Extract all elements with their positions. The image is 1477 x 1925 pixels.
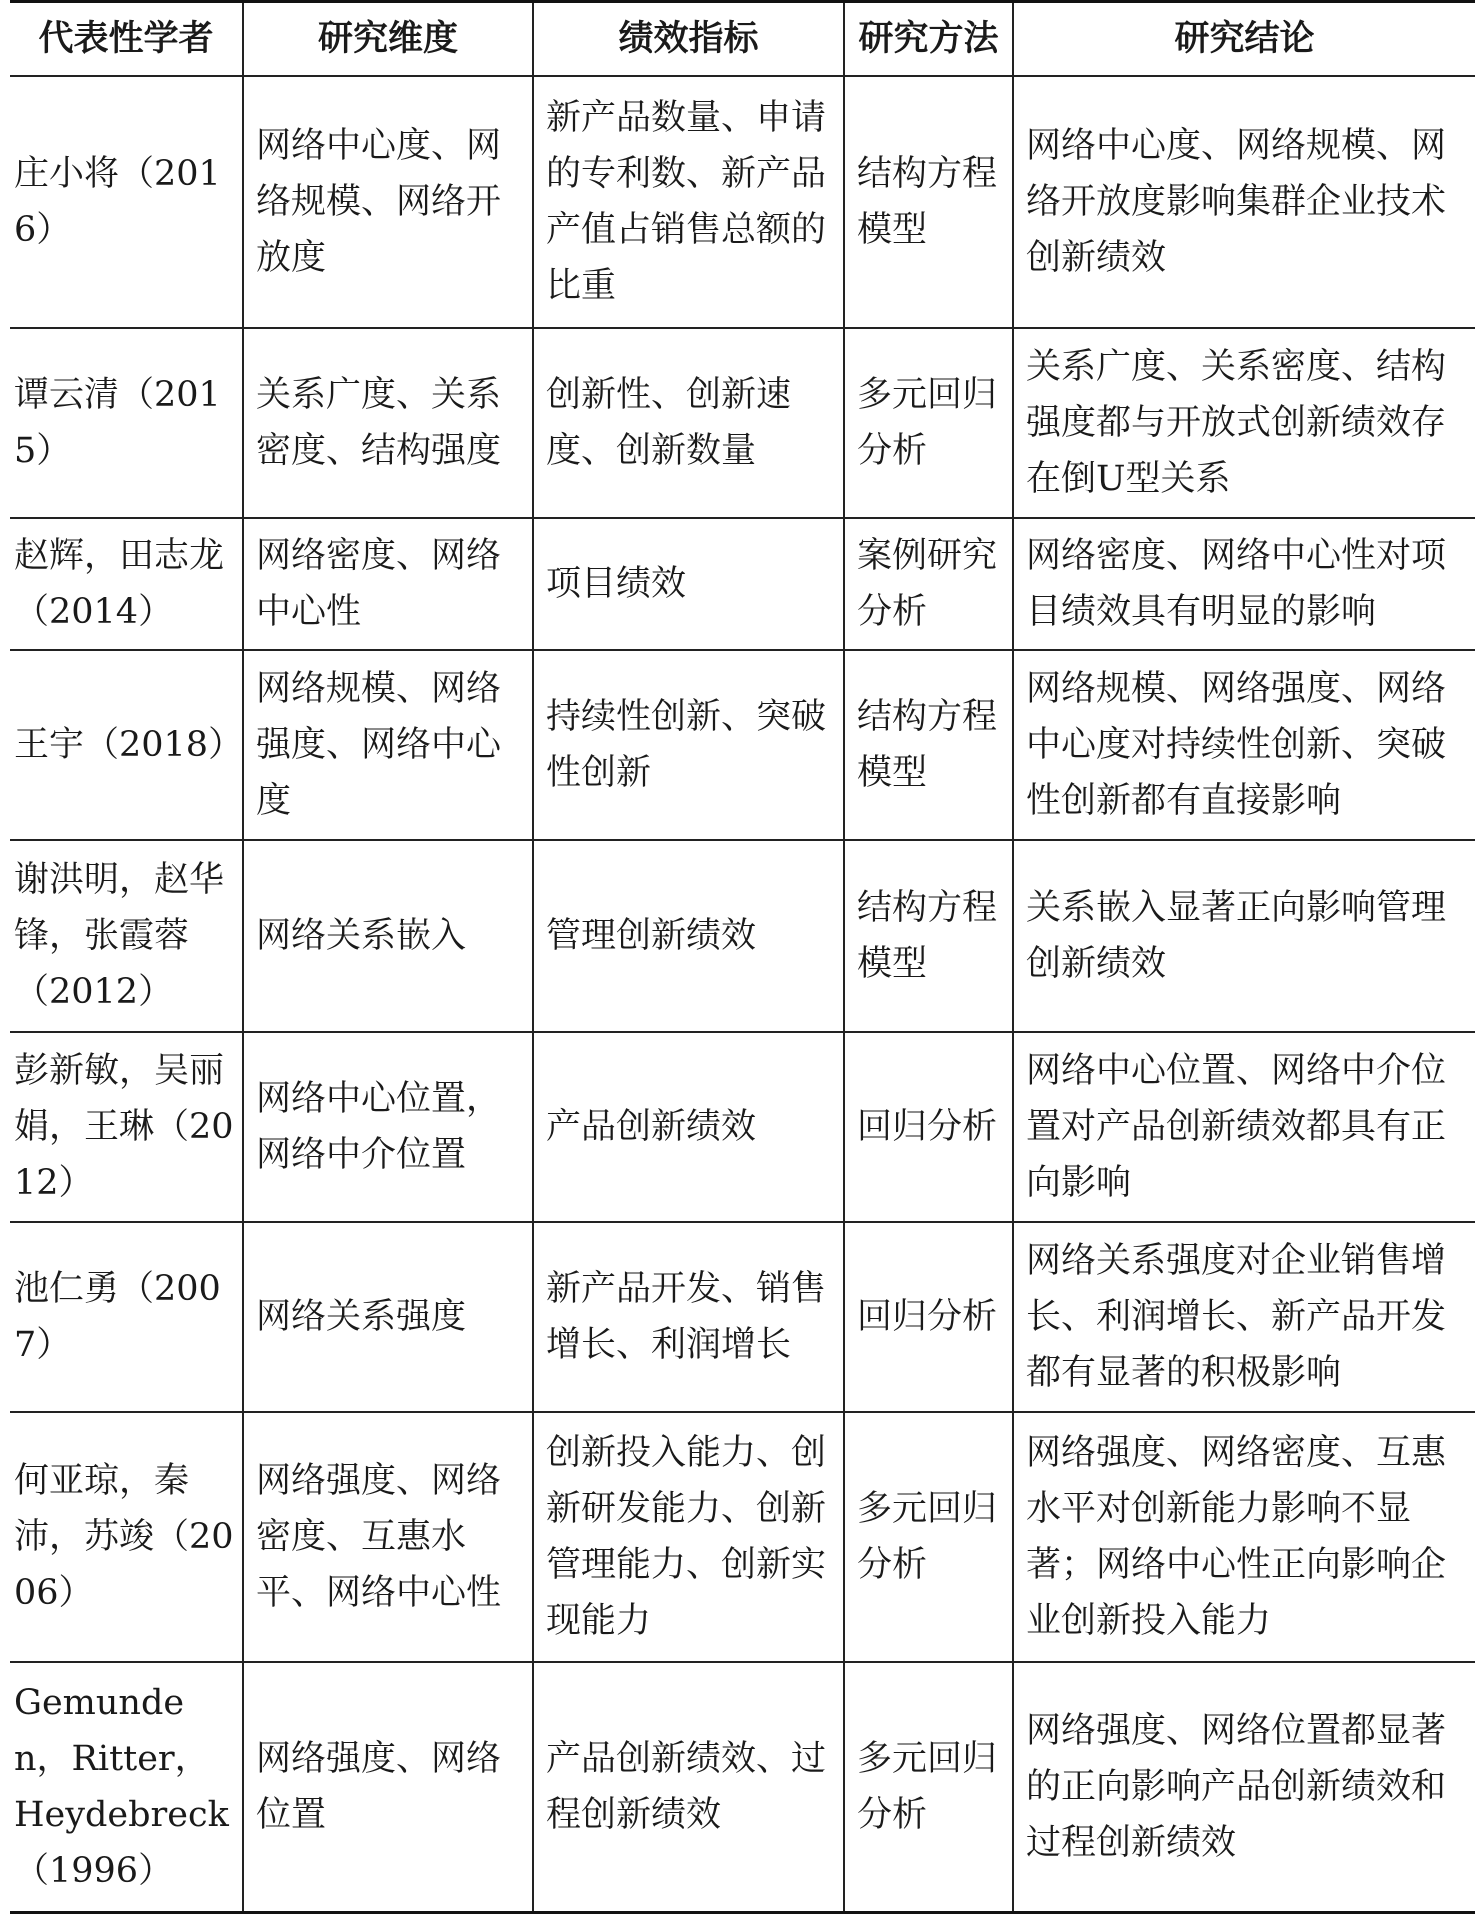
header-method: 研究方法 [844,2,1013,77]
header-indicator: 绩效指标 [533,2,844,77]
cell-conclusion: 关系嵌入显著正向影响管理创新绩效 [1013,840,1475,1032]
cell-scholar: 王宇（2018） [10,650,243,840]
cell-indicator: 新产品开发、销售增长、利润增长 [533,1222,844,1412]
table-row [10,1032,1475,1222]
cell-indicator: 产品创新绩效 [533,1032,844,1222]
cell-indicator: 创新性、创新速度、创新数量 [533,328,844,518]
cell-indicator: 创新投入能力、创新研发能力、创新管理能力、创新实现能力 [533,1412,844,1662]
cell-scholar: 何亚琼，秦沛，苏竣（2006） [10,1412,243,1662]
cell-method: 案例研究分析 [844,518,1013,650]
table-row [10,518,1475,650]
header-scholar: 代表性学者 [10,2,243,77]
table-header [10,2,1475,77]
cell-scholar: Gemunden，Ritter，Heydebreck（1996） [10,1662,243,1912]
cell-dimension: 网络中心位置，网络中介位置 [243,1032,533,1222]
header-dimension: 研究维度 [243,2,533,77]
cell-conclusion: 网络中心位置、网络中介位置对产品创新绩效都具有正向影响 [1013,1032,1475,1222]
cell-conclusion: 关系广度、关系密度、结构强度都与开放式创新绩效存在倒U型关系 [1013,328,1475,518]
table-row [10,840,1475,1032]
cell-scholar: 谢洪明，赵华锋，张霞蓉（2012） [10,840,243,1032]
table-row [10,650,1475,840]
table-row [10,1412,1475,1662]
cell-method: 多元回归分析 [844,328,1013,518]
cell-dimension: 网络强度、网络密度、互惠水平、网络中心性 [243,1412,533,1662]
header-row [10,2,1475,77]
table-row [10,1222,1475,1412]
cell-indicator: 管理创新绩效 [533,840,844,1032]
cell-scholar: 庄小将（2016） [10,76,243,328]
cell-indicator: 新产品数量、申请的专利数、新产品产值占销售总额的比重 [533,76,844,328]
cell-conclusion: 网络密度、网络中心性对项目绩效具有明显的影响 [1013,518,1475,650]
literature-table-container [10,0,1475,1914]
cell-scholar: 彭新敏，吴丽娟，王琳（2012） [10,1032,243,1222]
cell-method: 回归分析 [844,1222,1013,1412]
cell-indicator: 产品创新绩效、过程创新绩效 [533,1662,844,1912]
cell-dimension: 关系广度、关系密度、结构强度 [243,328,533,518]
cell-dimension: 网络密度、网络中心性 [243,518,533,650]
cell-dimension: 网络关系嵌入 [243,840,533,1032]
table-body [10,76,1475,1912]
literature-table [10,0,1475,1914]
table-row [10,328,1475,518]
cell-method: 回归分析 [844,1032,1013,1222]
cell-method: 结构方程模型 [844,76,1013,328]
header-conclusion: 研究结论 [1013,2,1475,77]
cell-conclusion: 网络关系强度对企业销售增长、利润增长、新产品开发都有显著的积极影响 [1013,1222,1475,1412]
cell-dimension: 网络强度、网络位置 [243,1662,533,1912]
cell-scholar: 赵辉，田志龙（2014） [10,518,243,650]
cell-method: 结构方程模型 [844,840,1013,1032]
cell-indicator: 持续性创新、突破性创新 [533,650,844,840]
cell-conclusion: 网络规模、网络强度、网络中心度对持续性创新、突破性创新都有直接影响 [1013,650,1475,840]
cell-scholar: 池仁勇（2007） [10,1222,243,1412]
cell-dimension: 网络中心度、网络规模、网络开放度 [243,76,533,328]
cell-dimension: 网络关系强度 [243,1222,533,1412]
cell-conclusion: 网络强度、网络位置都显著的正向影响产品创新绩效和过程创新绩效 [1013,1662,1475,1912]
cell-conclusion: 网络中心度、网络规模、网络开放度影响集群企业技术创新绩效 [1013,76,1475,328]
cell-indicator: 项目绩效 [533,518,844,650]
table-row [10,76,1475,328]
cell-method: 多元回归分析 [844,1412,1013,1662]
cell-method: 多元回归分析 [844,1662,1013,1912]
cell-dimension: 网络规模、网络强度、网络中心度 [243,650,533,840]
cell-scholar: 谭云清（2015） [10,328,243,518]
cell-conclusion: 网络强度、网络密度、互惠水平对创新能力影响不显著；网络中心性正向影响企业创新投入能力 [1013,1412,1475,1662]
table-row [10,1662,1475,1912]
cell-method: 结构方程模型 [844,650,1013,840]
